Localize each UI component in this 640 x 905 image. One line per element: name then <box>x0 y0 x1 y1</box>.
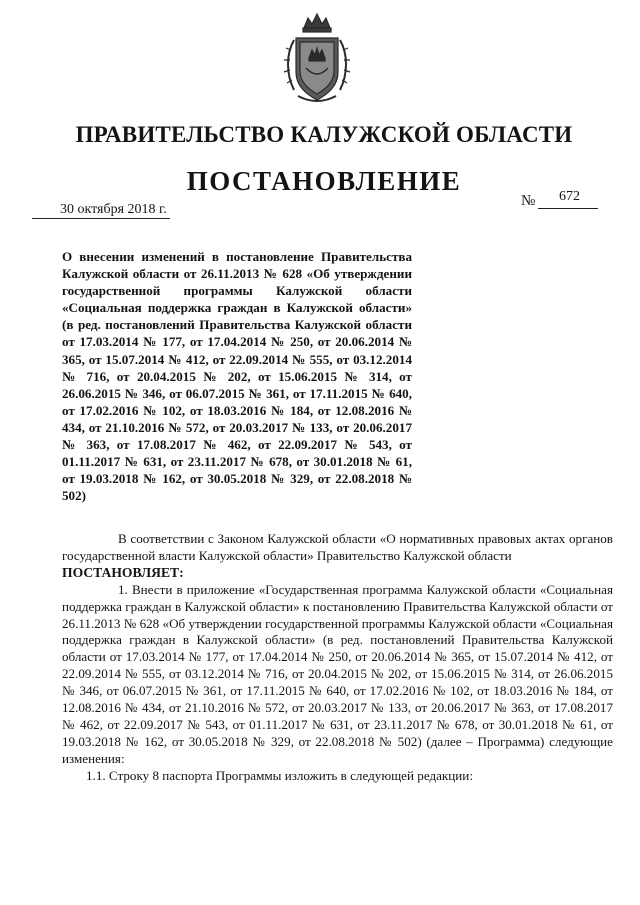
document-type-title: ПОСТАНОВЛЕНИЕ <box>186 166 462 196</box>
item-1-1-paragraph: 1.1. Строку 8 паспорта Программы изложить в следующей редакции: <box>86 767 473 783</box>
document-number: 672 <box>559 189 580 204</box>
government-title: ПРАВИТЕЛЬСТВО КАЛУЖСКОЙ ОБЛАСТИ <box>75 122 573 147</box>
date-underline <box>32 218 170 219</box>
preamble-paragraph: В соответствии с Законом Калужской области «О нормативных правовых актах органов государственной власти Калужской области» Правительство Калужской области <box>62 531 613 563</box>
document-date: 30 октября 2018 г. <box>60 202 167 217</box>
coat-of-arms-icon <box>282 10 352 106</box>
number-underline <box>538 208 598 209</box>
resolves-heading: ПОСТАНОВЛЯЕТ: <box>62 564 184 580</box>
number-label: № <box>521 193 536 209</box>
document-body <box>62 531 613 785</box>
item-1-paragraph: 1. Внести в приложение «Государственная программа Калужской области «Социальная поддержка граждан в Калужской области» к постановлению Правительства Калужской области от 26.11.2013 № 628 «Об утверждении государственной программы Калужской области «Социальная поддержка граждан в Калужской области» (в ред. постановлений Правительства Калужской области от 17.03.2014 № 177, от 17.04.2014 № 250, от 20.06.2014 № 365, от 15.07.2014 № 412, от 22.09.2014 № 555, от 03.12.2014 № 716, от 20.04.2015 № 202, от 15.06.2015 № 314, от 26.06.2015 № 346, от 06.07.2015 № 361, от 17.11.2015 № 640, от 17.02.2016 № 102, от 18.03.2016 № 184, от 12.08.2016 № 434, от 21.10.2016 № 572, от 20.03.2017 № 133, от 20.06.2017 № 363, от 17.08.2017 № 462, от 22.09.2017 № 543, от 01.11.2017 № 631, от 23.11.2017 № 678, от 30.01.2018 № 61, от 19.03.2018 № 162, от 30.05.2018 № 329, от 22.08.2018 № 502) (далее – Программа) следующие изменения: <box>62 581 613 766</box>
document-subject: О внесении изменений в постановление Правительства Калужской области от 26.11.2013 № 628 «Об утверждении государственной программы Калужской области «Социальная поддержка граждан в Калужской области» (в ред. постановлений Правительства Калужской области от 17.03.2014 № 177, от 17.04.2014 № 250, от 20.06.2014 № 365, от 15.07.2014 № 412, от 22.09.2014 № 555, от 03.12.2014 № 716, от 20.04.2015 № 202, от 15.06.2015 № 314, от 26.06.2015 № 346, от 06.07.2015 № 361, от 17.11.2015 № 640, от 17.02.2016 № 102, от 18.03.2016 № 184, от 12.08.2016 № 434, от 21.10.2016 № 572, от 20.03.2017 № 133, от 20.06.2017 № 363, от 17.08.2017 № 462, от 22.09.2017 № 543, от 01.11.2017 № 631, от 23.11.2017 № 678, от 30.01.2018 № 61, от 19.03.2018 № 162, от 30.05.2018 № 329, от 22.08.2018 № 502) <box>62 249 412 504</box>
